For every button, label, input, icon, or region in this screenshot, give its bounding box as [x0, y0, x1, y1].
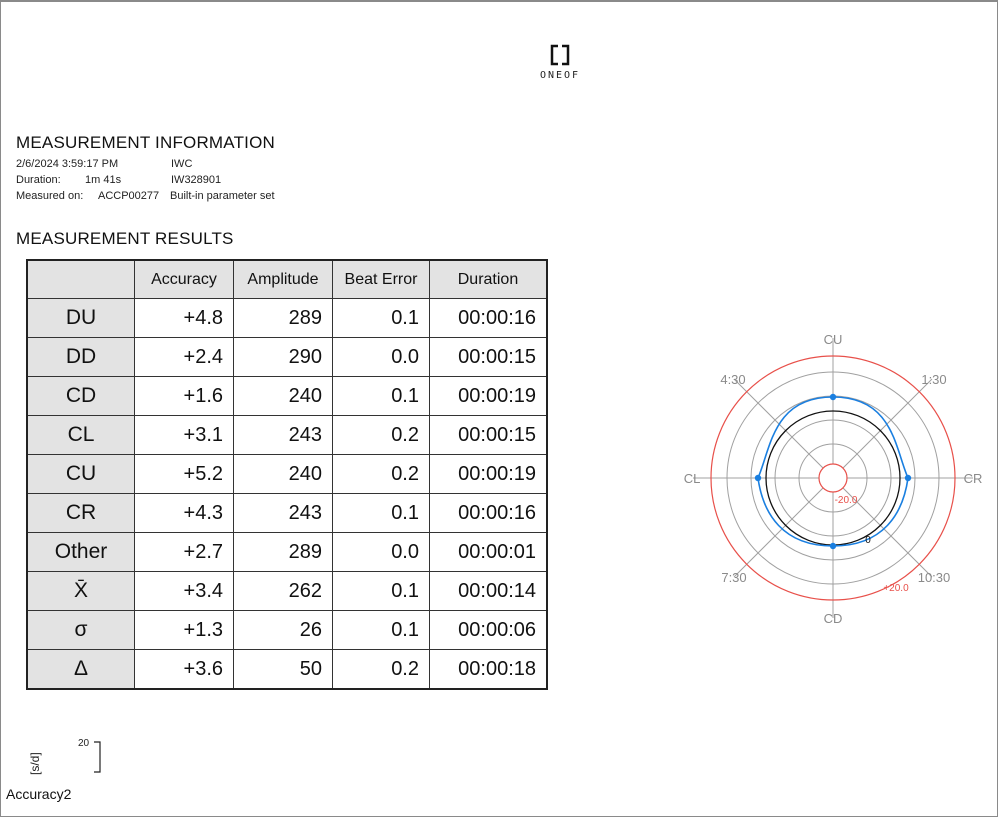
table-row [27, 533, 547, 572]
polar-spoke [843, 379, 932, 468]
table-cell: 240 [234, 377, 333, 416]
inner-limit-label: -20.0 [834, 495, 858, 506]
table-row [27, 650, 547, 690]
row-label: CU [27, 455, 135, 494]
y-tick-label: 20 [78, 738, 90, 749]
header-amplitude: Amplitude [234, 260, 333, 299]
info-row [16, 188, 275, 204]
table-cell: +3.1 [135, 416, 234, 455]
table-cell: 0.1 [333, 299, 430, 338]
table-cell: 290 [234, 338, 333, 377]
table-cell: +2.4 [135, 338, 234, 377]
table-cell: 00:00:15 [430, 416, 548, 455]
results-title: MEASUREMENT RESULTS [16, 229, 234, 248]
row-label: DU [27, 299, 135, 338]
inner-limit-ring [819, 464, 847, 492]
table-cell: 26 [234, 611, 333, 650]
info-brand: IWC [171, 158, 193, 170]
position-label-cd: CD [823, 611, 843, 626]
polar-chart [676, 320, 996, 640]
table-cell: 00:00:16 [430, 299, 548, 338]
row-label: CL [27, 416, 135, 455]
row-label: CR [27, 494, 135, 533]
table-row [27, 299, 547, 338]
position-label-1-30: 1:30 [921, 372, 947, 387]
accuracy-point-top [830, 394, 836, 400]
table-cell: +4.3 [135, 494, 234, 533]
table-cell: +2.7 [135, 533, 234, 572]
table-row [27, 455, 547, 494]
brand-logo [530, 44, 590, 81]
logo-text: ONEOF [539, 70, 581, 81]
table-cell: 243 [234, 494, 333, 533]
table-cell: 289 [234, 533, 333, 572]
header-blank [27, 260, 135, 299]
bracket-square-logo-icon [549, 44, 571, 66]
table-cell: 00:00:16 [430, 494, 548, 533]
table-cell: 00:00:14 [430, 572, 548, 611]
header-accuracy: Accuracy [135, 260, 234, 299]
table-row [27, 611, 547, 650]
table-cell: 00:00:19 [430, 377, 548, 416]
outer-limit-label: +20.0 [883, 583, 909, 594]
info-parameter-set: Built-in parameter set [170, 190, 275, 202]
table-cell: 00:00:01 [430, 533, 548, 572]
info-measured-label: Measured on: [16, 190, 84, 202]
zero-label: 0 [865, 535, 871, 546]
table-cell: 0.2 [333, 416, 430, 455]
table-cell: 0.1 [333, 494, 430, 533]
position-label-cu: CU [823, 332, 843, 347]
table-cell: +4.8 [135, 299, 234, 338]
info-duration-label: Duration: [16, 174, 61, 186]
header-duration: Duration [430, 260, 548, 299]
info-duration-value: 1m 41s [85, 174, 122, 186]
table-cell: +1.6 [135, 377, 234, 416]
position-label-7-30: 7:30 [721, 570, 747, 585]
table-row [27, 494, 547, 533]
table-cell: 0.1 [333, 377, 430, 416]
info-grid [16, 156, 275, 204]
table-row [27, 338, 547, 377]
chart-title: Accuracy2 [6, 786, 72, 802]
table-cell: 0.1 [333, 572, 430, 611]
accuracy-point-left [755, 475, 761, 481]
table-cell: 00:00:19 [430, 455, 548, 494]
table-cell: 00:00:15 [430, 338, 548, 377]
y-axis-label: [s/d] [28, 752, 42, 775]
table-header-row [27, 260, 547, 299]
row-label: σ [27, 611, 135, 650]
info-device: ACCP00277 [98, 190, 160, 202]
table-cell: 0.2 [333, 650, 430, 690]
accuracy-point-right [905, 475, 911, 481]
position-label-10-30: 10:30 [917, 570, 951, 585]
table-row [27, 572, 547, 611]
polar-spoke [734, 379, 823, 468]
info-datetime: 2/6/2024 3:59:17 PM [16, 158, 119, 170]
table-cell: 00:00:06 [430, 611, 548, 650]
row-label: Δ [27, 650, 135, 690]
info-row [16, 172, 275, 188]
info-title: MEASUREMENT INFORMATION [16, 133, 275, 152]
table-cell: 00:00:18 [430, 650, 548, 690]
row-label: Other [27, 533, 135, 572]
table-cell: 243 [234, 416, 333, 455]
table-row [27, 377, 547, 416]
table-cell: 289 [234, 299, 333, 338]
table-cell: 240 [234, 455, 333, 494]
table-cell: 262 [234, 572, 333, 611]
position-label-cl: CL [683, 471, 701, 486]
info-reference: IW328901 [171, 174, 222, 186]
polar-spoke [734, 488, 823, 577]
header-beat-error: Beat Error [333, 260, 430, 299]
table-cell: 0.2 [333, 455, 430, 494]
row-label: DD [27, 338, 135, 377]
accuracy-point-bottom [830, 543, 836, 549]
y-axis-bracket [92, 740, 104, 774]
table-row [27, 416, 547, 455]
results-table [26, 259, 548, 690]
table-cell: +3.4 [135, 572, 234, 611]
table-cell: 50 [234, 650, 333, 690]
info-row [16, 156, 275, 172]
row-label: CD [27, 377, 135, 416]
table-cell: 0.1 [333, 611, 430, 650]
position-label-4-30: 4:30 [720, 372, 746, 387]
table-cell: +3.6 [135, 650, 234, 690]
table-cell: +1.3 [135, 611, 234, 650]
table-cell: 0.0 [333, 533, 430, 572]
table-cell: 0.0 [333, 338, 430, 377]
table-cell: +5.2 [135, 455, 234, 494]
row-label: X̄ [27, 572, 135, 611]
position-label-cr: CR [963, 471, 983, 486]
